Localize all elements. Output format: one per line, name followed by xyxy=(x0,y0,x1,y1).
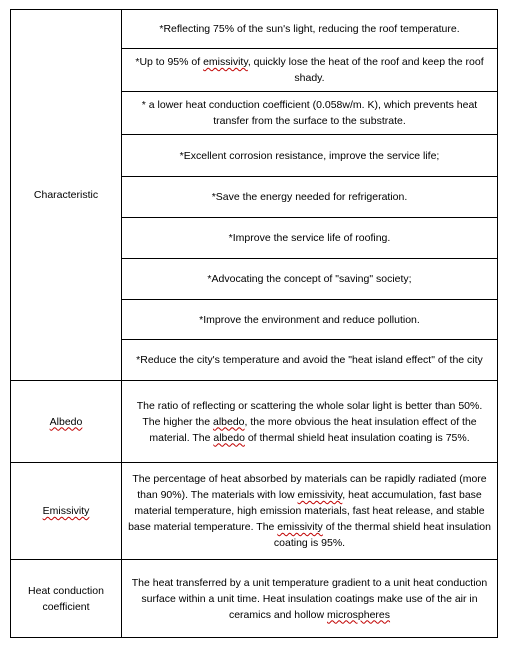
text-run: The percentage of heat absorbed by materials can be rapidly radiated (more than 90%). The materials with low xyxy=(132,473,487,501)
emissivity-label xyxy=(11,463,122,560)
characteristic-item: *Advocating the concept of "saving" society; xyxy=(122,259,498,300)
text-run: , quickly lose the heat of the roof and keep the roof shady. xyxy=(247,56,484,84)
spellcheck-word: emissivity xyxy=(277,521,323,533)
text-run: of the thermal shield heat insulation coating is 95%. xyxy=(273,521,491,549)
characteristic-item: *Excellent corrosion resistance, improve the service life; xyxy=(122,135,498,177)
characteristic-item: * a lower heat conduction coefficient (0.058w/m. K), which prevents heat transfer from the surface to the substrate. xyxy=(122,92,498,135)
text-run: of thermal shield heat insulation coating is 75%. xyxy=(244,431,470,444)
text-run: , heat accumulation, fast base material temperature, high emission materials, fast heat release, and stable base material temperature. The xyxy=(128,489,485,533)
table-row xyxy=(11,463,498,560)
table-row xyxy=(11,10,498,49)
characteristic-item: *Improve the service life of roofing. xyxy=(122,218,498,259)
spellcheck-word: albedo xyxy=(213,431,245,444)
conduction-label: Heat conduction coefficient xyxy=(11,560,122,638)
table-row xyxy=(11,381,498,463)
spellcheck-word: microspheres xyxy=(327,608,391,621)
albedo-label xyxy=(11,381,122,463)
spellcheck-word: emissivity xyxy=(297,489,343,501)
spellcheck-word: Emissivity xyxy=(42,505,90,517)
emissivity-description xyxy=(122,463,498,560)
property-table xyxy=(10,9,498,638)
text-run: The heat transferred by a unit temperature gradient to a unit heat conduction surface within a unit time. Heat insulation coatings make use of the air in ceramics and hollow xyxy=(131,576,488,621)
characteristic-label: Characteristic xyxy=(11,10,122,381)
characteristic-item: *Save the energy needed for refrigeration. xyxy=(122,177,498,218)
albedo-description xyxy=(122,381,498,463)
text-run: The ratio of reflecting or scattering the whole solar light is better than 50%. The higher the xyxy=(136,399,483,428)
spellcheck-word: Albedo xyxy=(49,415,83,428)
characteristic-item: *Improve the environment and reduce pollution. xyxy=(122,300,498,340)
text-run: , the more obvious the heat insulation effect of the material. The xyxy=(149,415,477,444)
table-row xyxy=(11,560,498,638)
conduction-description xyxy=(122,560,498,638)
spellcheck-word: albedo xyxy=(212,415,245,428)
characteristic-item: *Reduce the city's temperature and avoid the "heat island effect" of the city xyxy=(122,340,498,381)
spellcheck-word: emissivity xyxy=(203,56,248,68)
characteristic-item: *Reflecting 75% of the sun's light, reducing the roof temperature. xyxy=(122,10,498,49)
characteristic-item xyxy=(122,49,498,92)
text-run: *Up to 95% of xyxy=(135,56,204,68)
